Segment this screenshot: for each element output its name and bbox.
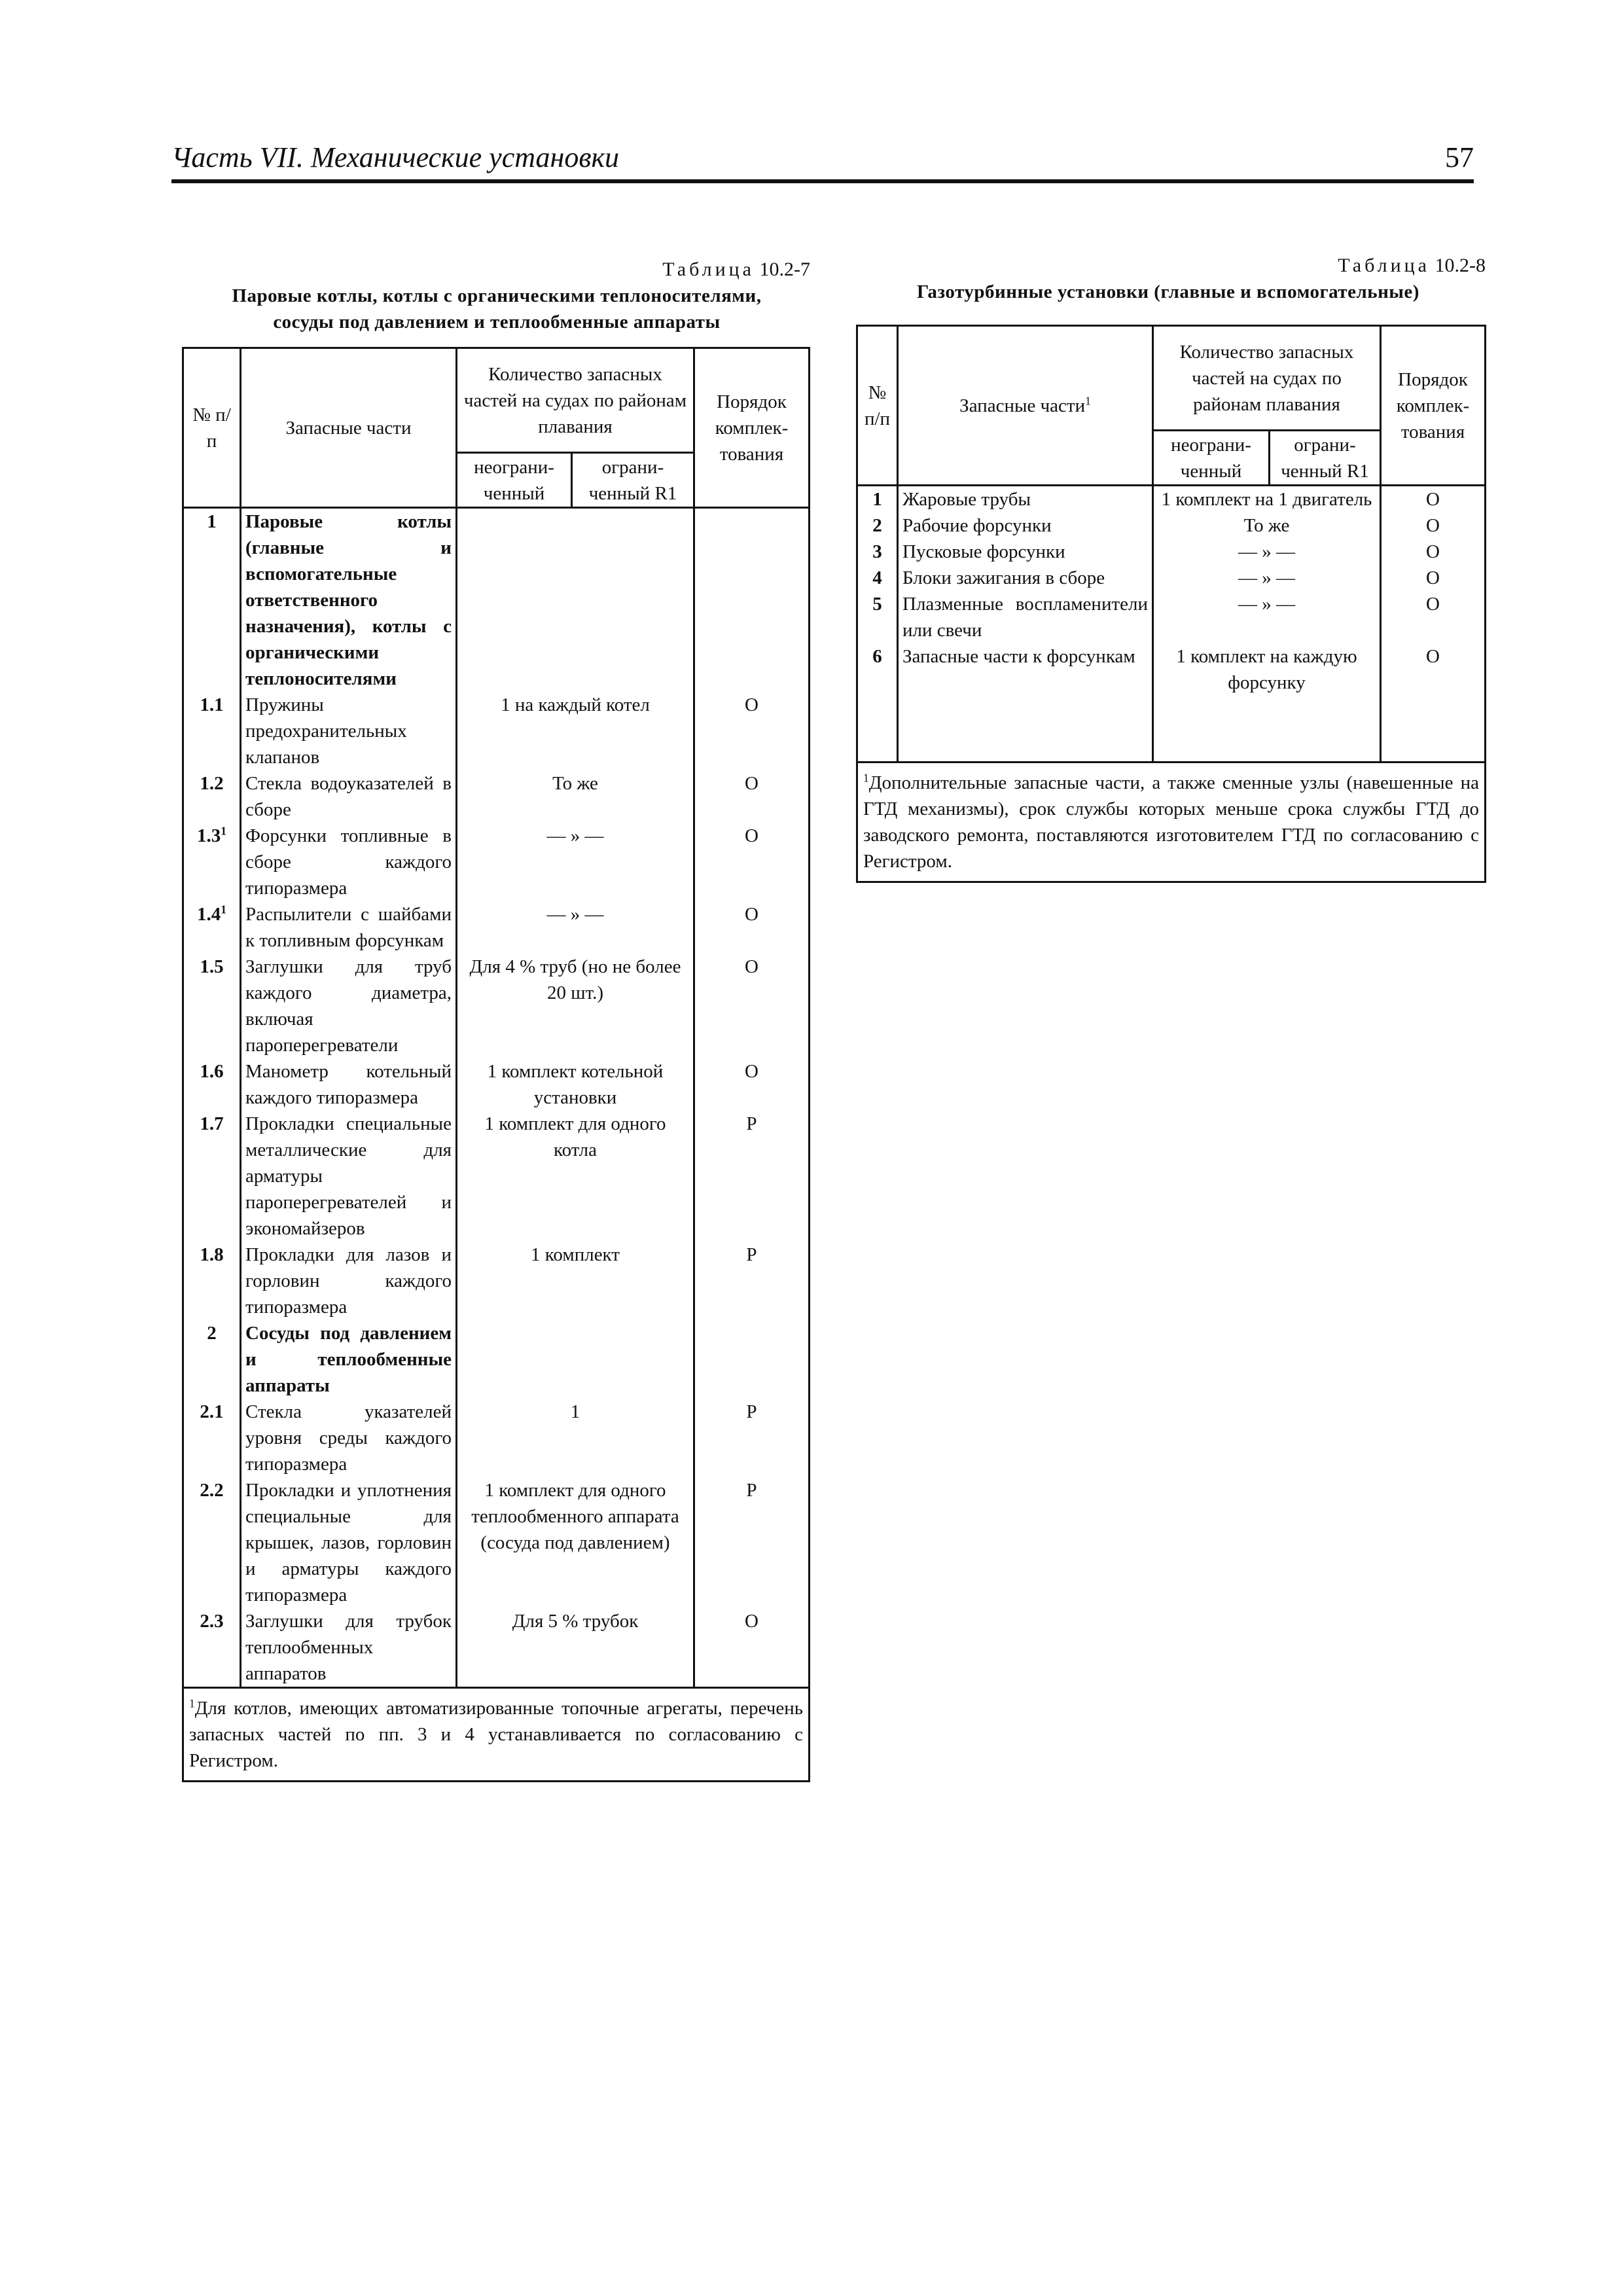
row-part: Запасные части к форсункам: [898, 643, 1153, 696]
running-header: [171, 137, 1474, 183]
row-quantity: 1 комплект для одного теплообменного аппарата (сосуда под давлением): [457, 1477, 694, 1608]
row-quantity: 1 комплект: [457, 1242, 694, 1320]
table2-caption: [851, 253, 1486, 305]
row-part: Заглушки для трубок теплообменных аппаратов: [241, 1608, 457, 1688]
row-number: 1.1: [183, 692, 241, 770]
section-title: Часть VII. Механические установки: [171, 141, 620, 173]
row-part: Распылители с шайбами к топливным форсункам: [241, 901, 457, 954]
row-quantity: [457, 508, 694, 692]
row-order: О: [1381, 591, 1486, 643]
row-number: 1.5: [183, 954, 241, 1058]
col-header-limited: ограни-ченный R1: [1270, 431, 1381, 486]
row-order: О: [1381, 565, 1486, 591]
row-number: 1.2: [183, 770, 241, 823]
row-part: Форсунки топливные в сборе каждого типоразмера: [241, 823, 457, 901]
row-quantity: — » —: [1153, 565, 1381, 591]
row-part: Рабочие форсунки: [898, 512, 1153, 539]
row-number: 1.6: [183, 1058, 241, 1111]
row-quantity: 1 комплект на каждую форсунку: [1153, 643, 1381, 696]
row-quantity: — » —: [1153, 539, 1381, 565]
row-order: О: [694, 823, 810, 901]
col-header-unlimited: неограни-ченный: [1153, 431, 1270, 486]
row-part: Прокладки специальные металлические для арматуры пароперегревателей и экономайзеров: [241, 1111, 457, 1242]
table2-footnote: $^1$Дополнительные запасные части, а также сменные узлы (навешенные на ГТД механизмы), срок службы которых меньше срока службы ГТД до заводского ремонта, поставляются изготовителем ГТД по согласованию с Регистром.: [857, 762, 1486, 882]
row-number: 6: [857, 643, 898, 696]
row-number: 2: [183, 1320, 241, 1399]
row-order: О: [1381, 512, 1486, 539]
row-part: Заглушки для труб каждого диаметра, включая пароперегреватели: [241, 954, 457, 1058]
row-part: Прокладки для лазов и горловин каждого типоразмера: [241, 1242, 457, 1320]
row-quantity: — » —: [457, 823, 694, 901]
row-quantity: — » —: [457, 901, 694, 954]
row-order: [694, 1320, 810, 1399]
row-number: 5: [857, 591, 898, 643]
row-order: О: [694, 770, 810, 823]
table-row: [183, 1399, 810, 1477]
table-row: [183, 901, 810, 954]
col-header-num: № п/п: [183, 348, 241, 508]
spacer-cell: [1381, 696, 1486, 762]
row-part: Стекла указателей уровня среды каждого типоразмера: [241, 1399, 457, 1477]
row-number: 3: [857, 539, 898, 565]
row-part: Сосуды под давлением и теплообменные аппараты: [241, 1320, 457, 1399]
col-header-limited: ограни-ченный R1: [572, 453, 694, 508]
table2: [856, 325, 1486, 883]
table2-footnote-row: [857, 762, 1486, 882]
spacer-cell: [857, 696, 898, 762]
table1-footnote-row: [183, 1688, 810, 1782]
row-part: Паровые котлы (главные и вспомогательные ответственного назначения), котлы с органическими теплоносителями: [241, 508, 457, 692]
row-number: 2.3: [183, 1608, 241, 1688]
table-row: [183, 692, 810, 770]
row-number: 4: [857, 565, 898, 591]
row-quantity: 1: [457, 1399, 694, 1477]
table-row: [857, 512, 1486, 539]
row-quantity: Для 4 % труб (но не более 20 шт.): [457, 954, 694, 1058]
row-number: $1.3^1$: [183, 823, 241, 901]
page-number: 57: [1445, 141, 1474, 173]
table1: [182, 347, 810, 1782]
row-order: О: [1381, 539, 1486, 565]
row-part: Манометр котельный каждого типоразмера: [241, 1058, 457, 1111]
row-order: О: [694, 692, 810, 770]
row-quantity: То же: [457, 770, 694, 823]
col-header-order: Порядок комплек-тования: [694, 348, 810, 508]
table1-label: Таблица 10.2-7: [662, 259, 810, 280]
table-row: [183, 1320, 810, 1399]
row-order: О: [1381, 486, 1486, 513]
col-header-qty: Количество запасных частей на судах по районам плавания: [1153, 326, 1381, 431]
row-order: Р: [694, 1242, 810, 1320]
row-order: Р: [694, 1399, 810, 1477]
row-number: 1.8: [183, 1242, 241, 1320]
table-row: [857, 643, 1486, 696]
table1-title-line1: Паровые котлы, котлы с органическими теплоносителями,: [232, 285, 762, 306]
table1-footnote: $^1$Для котлов, имеющих автоматизированные топочные агрегаты, перечень запасных частей по пп. 3 и 4 устанавливается по согласованию с Регистром.: [183, 1688, 810, 1782]
table-row: [183, 1058, 810, 1111]
row-quantity: Для 5 % трубок: [457, 1608, 694, 1688]
row-number: 2.2: [183, 1477, 241, 1608]
col-header-qty: Количество запасных частей на судах по районам плавания: [457, 348, 694, 453]
table2-spacer-row: [857, 696, 1486, 762]
row-order: О: [694, 954, 810, 1058]
row-order: Р: [694, 1477, 810, 1608]
col-header-parts: Запасные части: [241, 348, 457, 508]
row-order: Р: [694, 1111, 810, 1242]
row-number: $1.4^1$: [183, 901, 241, 954]
row-quantity: То же: [1153, 512, 1381, 539]
col-header-unlimited: неограни-ченный: [457, 453, 572, 508]
row-part: Плазменные воспламенители или свечи: [898, 591, 1153, 643]
row-order: [694, 508, 810, 692]
row-quantity: 1 комплект на 1 двигатель: [1153, 486, 1381, 513]
row-number: 1: [183, 508, 241, 692]
table2-title: Газотурбинные установки (главные и вспомогательные): [917, 281, 1419, 302]
table-row: [857, 539, 1486, 565]
row-number: 2.1: [183, 1399, 241, 1477]
row-number: 2: [857, 512, 898, 539]
col-header-parts: Запасные части$^1$: [898, 326, 1153, 486]
table-row: [183, 770, 810, 823]
table-row: [183, 1111, 810, 1242]
row-part: Пусковые форсунки: [898, 539, 1153, 565]
col-header-order: Порядок комплек-тования: [1381, 326, 1486, 486]
table-row: [183, 1608, 810, 1688]
table1-title-line2: сосуды под давлением и теплообменные аппараты: [273, 312, 721, 332]
row-quantity: — » —: [1153, 591, 1381, 643]
spacer-cell: [1153, 696, 1381, 762]
row-order: О: [694, 1608, 810, 1688]
row-quantity: 1 комплект котельной установки: [457, 1058, 694, 1111]
row-quantity: [457, 1320, 694, 1399]
row-number: 1: [857, 486, 898, 513]
row-part: Блоки зажигания в сборе: [898, 565, 1153, 591]
row-order: О: [694, 901, 810, 954]
row-quantity: 1 на каждый котел: [457, 692, 694, 770]
row-quantity: 1 комплект для одного котла: [457, 1111, 694, 1242]
col-header-num: № п/п: [857, 326, 898, 486]
table-row: [183, 954, 810, 1058]
row-part: Пружины предохранительных клапанов: [241, 692, 457, 770]
table-row: [183, 1242, 810, 1320]
table-row: [183, 1477, 810, 1608]
row-order: О: [1381, 643, 1486, 696]
table-row: [857, 486, 1486, 513]
table2-label: Таблица 10.2-8: [1338, 255, 1486, 276]
table-row: [857, 591, 1486, 643]
spacer-cell: [898, 696, 1153, 762]
row-part: Прокладки и уплотнения специальные для крышек, лазов, горловин и арматуры каждого типоразмера: [241, 1477, 457, 1608]
row-part: Жаровые трубы: [898, 486, 1153, 513]
table1-caption: [183, 257, 810, 335]
table-row: [857, 565, 1486, 591]
table-row: [183, 508, 810, 692]
row-number: 1.7: [183, 1111, 241, 1242]
table-row: [183, 823, 810, 901]
row-part: Стекла водоуказателей в сборе: [241, 770, 457, 823]
row-order: О: [694, 1058, 810, 1111]
